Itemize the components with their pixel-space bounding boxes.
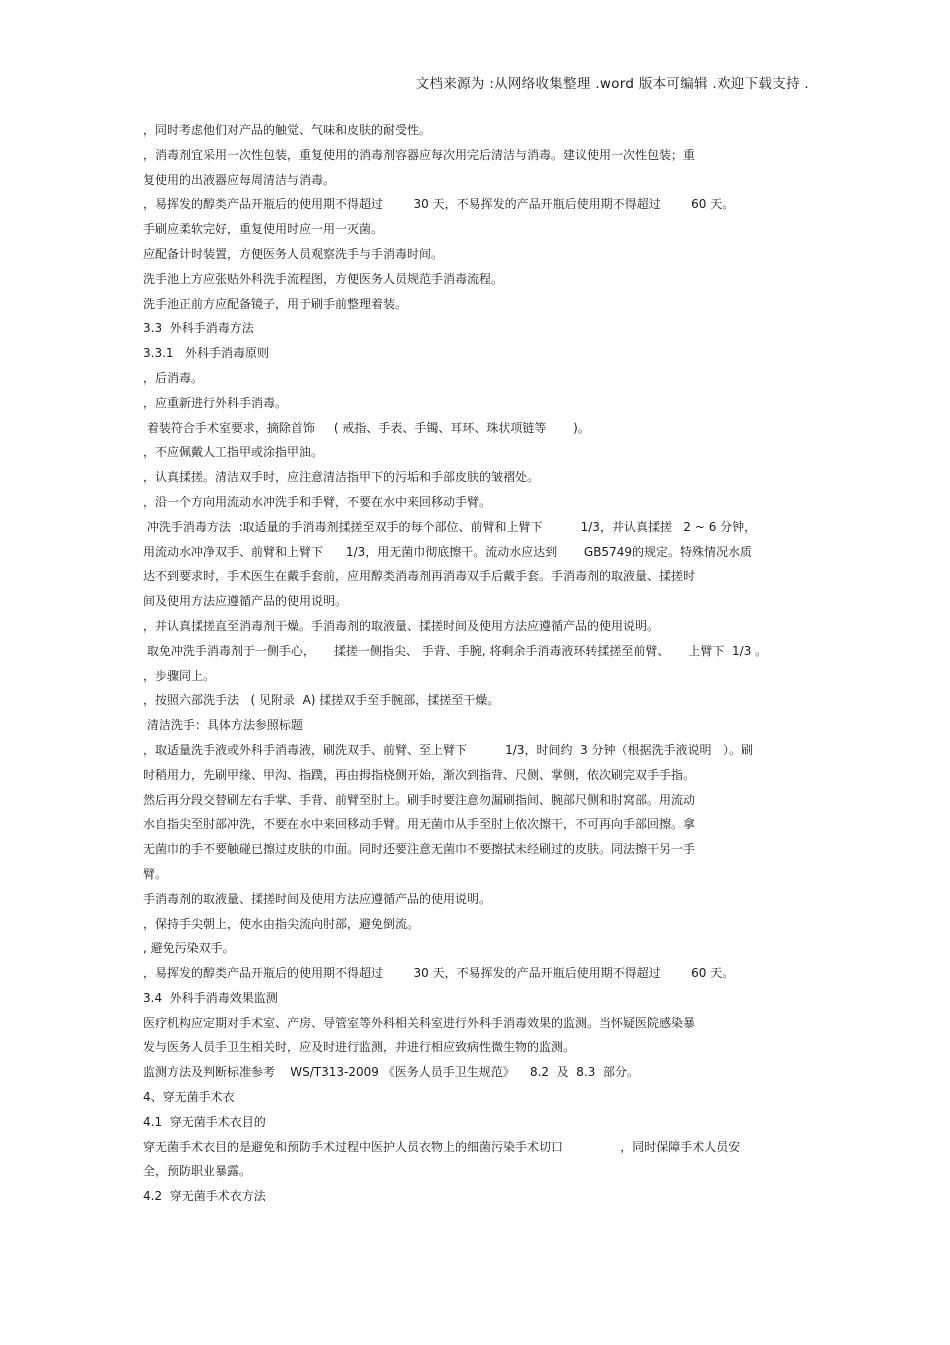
text-line: 全，预防职业暴露。 (143, 1164, 252, 1179)
text-line: 复使用的出液器应每周清洁与消毒。 (143, 172, 336, 187)
text-line: 发与医务人员手卫生相关时，应及时进行监测，并进行相应致病性微生物的监测。 (143, 1040, 576, 1055)
text-line: 时稍用力，先刷甲缘、甲沟、指蹼，再由拇指桡侧开始，渐次到指背、尺侧、掌侧，依次刷完双手手指。 (143, 767, 696, 782)
text-line: 取免冲洗手消毒剂于一侧手心， 揉搓一侧指尖、 手背、手腕, 将剩余手消毒液环转揉搓至前臂、 上臂下 1/3 。 (143, 643, 768, 658)
text-line: ，取适量洗手液或外科手消毒液，刷洗双手、前臂、至上臂下 1/3，时间约 3 分钟（根据洗手液说明 ）。刷 (143, 742, 753, 757)
text-line: 应配备计时装置，方便医务人员观察洗手与手消毒时间。 (143, 246, 444, 261)
text-line: ，保持手尖朝上，使水由指尖流向肘部，避免倒流。 (143, 916, 420, 931)
text-line: 洗手池正前方应配备镜子，用于刷手前整理着装。 (143, 296, 408, 311)
text-line: 手消毒剂的取液量、揉搓时间及使用方法应遵循产品的使用说明。 (143, 891, 492, 906)
text-line: 4.2 穿无菌手术衣方法 (143, 1189, 266, 1204)
text-line: ，按照六部洗手法 ( 见附录 A) 揉搓双手至手腕部，揉搓至干燥。 (143, 693, 500, 708)
text-line: ，步骤同上。 (143, 668, 216, 683)
text-line: ，应重新进行外科手消毒。 (143, 395, 288, 410)
text-line: ，同时考虑他们对产品的触觉、气味和皮肤的耐受性。 (143, 123, 432, 137)
page-header: 文档来源为 :从网络收集整理 .word 版本可编辑 .欢迎下载支持 . (415, 76, 809, 92)
text-line: 清洁洗手：具体方法参照标题 (143, 718, 303, 733)
text-line: ，易挥发的醇类产品开瓶后的使用期不得超过 30 天，不易挥发的产品开瓶后使用期不得超过 60 天。 (143, 197, 735, 212)
text-line: ，易挥发的醇类产品开瓶后的使用期不得超过 30 天，不易挥发的产品开瓶后使用期不得超过 60 天。 (143, 966, 735, 981)
text-line: ，沿一个方向用流动水冲洗手和手臂，不要在水中来回移动手臂。 (143, 494, 492, 509)
text-line: ，不应佩戴人工指甲或涂指甲油。 (143, 445, 324, 460)
text-line: 达不到要求时，手术医生在戴手套前，应用醇类消毒剂再消毒双手后戴手套。手消毒剂的取液量、揉搓时 (143, 569, 696, 584)
document-body (143, 118, 815, 1209)
text-line: 手刷应柔软完好，重复使用时应一用一灭菌。 (143, 222, 384, 237)
text-line: 3.3.1 外科手消毒原则 (143, 346, 269, 361)
text-line: 医疗机构应定期对手术室、产房、导管室等外科相关科室进行外科手消毒效果的监测。当怀疑医院感染暴 (143, 1015, 696, 1030)
text-line: 冲洗手消毒方法 :取适量的手消毒剂揉搓至双手的每个部位、前臂和上臂下 1/3，并认真揉搓 2 ~ 6 分钟， (143, 519, 757, 534)
text-line: ，认真揉搓。清洁双手时，应注意清洁指甲下的污垢和手部皮肤的皱褶处。 (143, 470, 540, 485)
text-line: ，并认真揉搓直至消毒剂干燥。手消毒剂的取液量、揉搓时间及使用方法应遵循产品的使用说明。 (143, 618, 660, 633)
text-line: ，消毒剂宜采用一次性包装，重复使用的消毒剂容器应每次用完后清洁与消毒。建议使用一次性包装；重 (143, 147, 696, 162)
text-line: 无菌巾的手不要触碰已擦过皮肤的巾面。同时还要注意无菌巾不要擦拭未经刷过的皮肤。同法擦干另一手 (143, 842, 696, 857)
text-line: 4.1 穿无菌手术衣目的 (143, 1114, 266, 1129)
text-line: 着装符合手术室要求，摘除首饰 ( 戒指、手表、手镯、耳环、珠状项链等 )。 (143, 420, 590, 435)
text-line: 4、穿无菌手术衣 (143, 1090, 235, 1105)
text-line: 水自指尖至肘部冲洗，不要在水中来回移动手臂。用无菌巾从手至肘上依次擦干，不可再向手部回擦。拿 (143, 817, 696, 832)
text-line: 监测方法及判断标准参考 WS/T313-2009 《医务人员手卫生规范》 8.2 及 8.3 部分。 (143, 1065, 640, 1080)
text-line: ，后消毒。 (143, 370, 204, 385)
text-line: 3.3 外科手消毒方法 (143, 321, 254, 336)
text-line: 穿无菌手术衣目的是避免和预防手术过程中医护人员衣物上的细菌污染手术切口 ，同时保障手术人员安 (143, 1139, 741, 1154)
text-line: 用流动水冲净双手、前臂和上臂下 1/3，用无菌巾彻底擦干。流动水应达到 GB5749的规定。特殊情况水质 (143, 544, 752, 559)
text-line: 然后再分段交替刷左右手掌、手背、前臂至肘上。刷手时要注意勿漏刷指间、腕部尺侧和肘窝部。用流动 (143, 792, 696, 807)
text-line: , 避免污染双手。 (143, 941, 235, 956)
text-line: 臂。 (143, 866, 168, 881)
text-line: 间及使用方法应遵循产品的使用说明。 (143, 594, 348, 609)
text-line: 3.4 外科手消毒效果监测 (143, 990, 278, 1005)
text-line: 洗手池上方应张贴外科洗手流程图，方便医务人员规范手消毒流程。 (143, 271, 504, 286)
